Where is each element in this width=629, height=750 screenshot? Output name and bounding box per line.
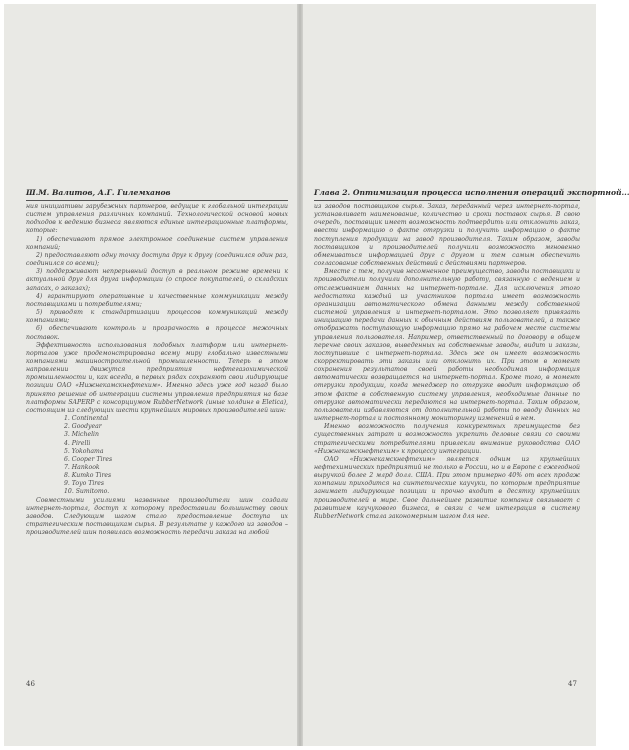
running-head-left: Ш.М. Валитов, А.Г. Гилемханов [26,188,171,197]
page-number-right: 47 [568,680,577,688]
paragraph-3: Именно возможность получения конкурентных преимуществ без существенных затрат и возможность укрепить деловые связи со своими стратегическими потребителями привлекли внимание руководства ОАО «Нижнекамскнефтехим» к процессу интеграции. [314,423,580,455]
paragraph-closing: Совместными усилиями названные производители шин создали интернет-портал, доступ к которому предоставили большинству своих заводов. Следующим шагом стало предоставление доступа их стратегическим поставщикам сырья. В результате у каждого из заводов – производителей шин появилась возможность передачи заказа на любой [26,496,288,537]
list-item: 1. Continental [64,415,109,423]
book-gutter [297,4,303,746]
paragraph-4: ОАО «Нижнекамскнефтехим» является одним из крупнейших нефтехимических предприятий не только в России, но и в Европе с ежегодной выручкой более 2 млрд долл. США. При этом примерно 40% от всех продаж компании приходится на синтетические каучуки, по которым предприятие занимает лидирующие позиции и прочно входит в десятку крупнейших производителей в мире. Свое дальнейшее развитие компания связывает с развитием каучукового бизнеса, в связи с чем интеграция в систему RubberNetwork стала закономерным шагом для нее. [314,455,580,520]
body-text-right [314,203,580,655]
list-item: 4) гарантируют оперативные и качественные коммуникации между поставщиками и потребителями; [26,292,288,308]
list-item: 1) обеспечивают прямое электронное соединение систем управления компаний; [26,235,288,251]
list-item: 6) обеспечивают контроль и прозрачность в процессе межочных поставок. [26,325,288,341]
body-text-left [26,203,288,658]
list-item: 8. Kumko Tires [64,472,112,480]
header-rule-right [314,200,580,201]
list-item: 9. Toyo Tires [64,480,105,488]
header-rule-left [26,200,288,201]
paragraph-1: из заводов поставщиков сырья. Заказ, переданный через интернет-портал, устанавливает наименование, количество и сроки поставок сырья. В свою очередь, поставщик имеет возможность подтвердить или отклонить заказ, ввести информацию о факте отгрузки и получить информацию о факте поступления продукции на завод производителя. Таким образом, заводы поставщиков и производителей получили возможность мгновенно обмениваться информацией друг с другом и тем самым обеспечить согласование собственных действий с действиями партнеров. [314,203,580,268]
producer-list [26,415,288,497]
book-spread [4,4,629,746]
left-page [4,4,300,746]
list-item: 3. Michelin [64,431,99,439]
running-head-right: Глава 2. Оптимизация процесса исполнения операций экспортной... [314,188,629,197]
list-item: 4. Pirelli [64,439,91,447]
list-item: 3) поддерживают непрерывный доступ в реальном режиме времени к актуальной друг для друга информации (о спросе покупателей, о складских запасах, о заказах); [26,268,288,292]
list-item: 5) приводят к стандартизации процессов коммуникаций между компаниями; [26,309,288,325]
paragraph-intro: ния инициативы зарубежных партнеров, ведущие к глобальной интеграции систем управления различных компаний. Технологической основой новых подходов к ведению бизнеса являются единые интеграционные платформы, которые: [26,203,288,235]
list-item: 7. Hankook [64,464,100,471]
page-number-left: 46 [26,680,35,688]
list-item: 2. Goodyear [64,423,102,431]
list-item: 6. Cooper Tires [64,455,113,463]
list-item: 2) предоставляют одну точку доступа друг к другу (соединился один раз, соединился со всеми); [26,251,288,268]
paragraph-efficiency: Эффективность использования подобных платформ или интернет-порталов уже продемонстрирована всему миру глобально известными компаниями машиностроительной промышленности. Теперь в этом направлении движутся предприятия нефтегазохимической промышленности и, как всегда, в первых рядах сохраняют свои лидирующие позиции ОАО «Нижнекамскнефтехим». Именно здесь уже год назад было принято решение об интеграции системы управления предприятия на базе платформы SAPERP с консорциумом RubberNetwork (иные холдинг в Eletica), состоящим из следующих шести крупнейших мировых производителей шин: [26,341,288,414]
paragraph-2: Вместе с тем, получив несомненное преимущество, заводы поставщики и производители получили дополнительную работу, связанную с ведением и отслеживанием данных на интернет-портале. Для исключения этого недостатка каждый из участников портала имеет возможность организации автоматического обмена данными между собственной системой управления и интернет-порталом. Это позволяет привязать инициацию передачи данных к обычным действиям пользователей, а также отображать поступающую информацию прямо на рабочем месте системы управления пользователя. Например, ответственный по договору в общем перечне своих заказов, выведенных на собственные заводы, видит и заказы, поступившие с интернет-портала. Здесь же он имеет возможность скорректировать эти заказы или отклонить их. При этом в момент сохранения результатов своей работы необходимая информация автоматически возвращается на интернет-портал. Кроме того, в момент отгрузки продукции, когда менеджер по отгрузке вводит информацию об этом факте в собственную систему управления, необходимые данные по отгрузке автоматически передаются на интернет-портал. Таким образом, пользователи избавляются от дополнительной работы по вводу данных на интернет-портал и постоянному мониторингу изменений в нем. [314,268,580,423]
right-page [300,4,629,746]
list-item: 5. Yokohama [64,447,104,455]
list-item: 10. Sumitomo. [64,488,110,496]
